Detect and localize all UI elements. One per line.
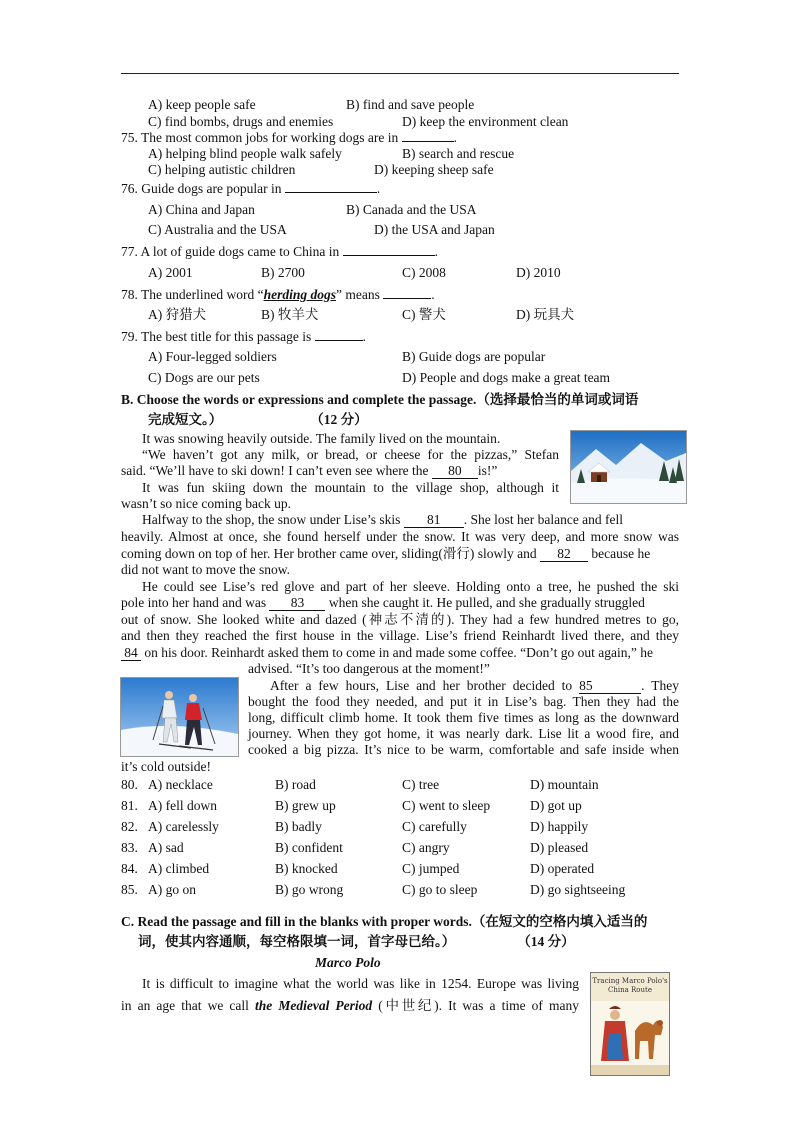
passage-b-p4c: coming down on top of her. Her brother came over, sliding(滑行) slowly and 82 because he (121, 546, 651, 561)
blank-82: 82 (540, 547, 588, 562)
option-85-a: A) go on (148, 882, 196, 897)
q78-option-a: A) 狩猎犬 (148, 307, 207, 322)
q77-option-d: D) 2010 (516, 265, 561, 280)
section-c-points: （14 分） (517, 934, 575, 949)
option-82-a: A) carelessly (148, 819, 219, 834)
option-84-b: B) knocked (275, 861, 338, 876)
passage-b-p5e: 84 on his door. Reinhardt asked them to come in and made some coffee. “Don’t go out again,” he (121, 645, 653, 661)
q79-option-d: D) People and dogs make a great team (402, 370, 611, 385)
option-84-c: C) jumped (402, 861, 460, 876)
passage-b-p3a: It was fun skiing down the mountain to the village shop, although it (142, 480, 559, 495)
passage-b-p3b: wasn’t so nice coming back up. (121, 496, 291, 511)
blank-84: 84 (121, 646, 141, 661)
blank-81: 81 (404, 513, 464, 528)
book-cover-illustration (591, 973, 669, 1075)
option-83-d: D) pleased (530, 840, 589, 855)
q79-blank (315, 340, 363, 341)
passage-b-p4d: did not want to move the snow. (121, 562, 290, 577)
passage-b-p5a: He could see Lise’s red glove and part of her sleeve. Holding onto a tree, he pushed the ski (142, 579, 679, 594)
options-row-82: 82. (121, 819, 138, 834)
book-title-line-1: Tracing Marco Polo's (592, 977, 668, 985)
option-80-a: A) necklace (148, 777, 213, 792)
passage-b-p4b: heavily. Almost at once, she found herself under the snow. It was very deep, and more snow was (121, 529, 679, 544)
section-b-heading: B. Choose the words or expressions and complete the passage.（选择最恰当的单词或词语 (121, 392, 639, 407)
option-83-c: C) angry (402, 840, 450, 855)
snow-cabin-image (570, 430, 687, 504)
option-85-d: D) go sightseeing (530, 882, 626, 897)
options-row-85: 85. (121, 882, 138, 897)
passage-b-p5c: out of snow. She looked white and dazed (神志不清的). They had a few hundred metres to go, (121, 612, 679, 627)
passage-b-p5f: advised. “It’s too dangerous at the moment!” (248, 661, 490, 676)
q78-option-b: B) 牧羊犬 (261, 307, 319, 322)
passage-b-p2a: “We haven’t got any milk, or bread, or cheese for the pizzas,” Stefan (142, 447, 559, 462)
option-81-d: D) got up (530, 798, 582, 813)
q75-option-b: B) search and rescue (402, 146, 515, 161)
passage-b-p5d: and then they reached the first house in the village. Lise’s friend Reinhardt lived there, and they (121, 628, 679, 643)
header-rule (121, 73, 679, 74)
q76-blank (285, 192, 377, 193)
q79-option-c: C) Dogs are our pets (148, 370, 260, 385)
option-81-c: C) went to sleep (402, 798, 491, 813)
passage-b-p4a: Halfway to the shop, the snow under Lise’s skis 81 . She lost her balance and fell (142, 512, 624, 527)
q74-option-c: C) find bombs, drugs and enemies (148, 114, 334, 129)
q74-option-a: A) keep people safe (148, 97, 256, 112)
q76-question: 76. Guide dogs are popular in . (121, 181, 381, 196)
q78-option-d: D) 玩具犬 (516, 307, 575, 322)
q79-option-b: B) Guide dogs are popular (402, 349, 546, 364)
q79-question: 79. The best title for this passage is . (121, 329, 366, 344)
q78-option-c: C) 警犬 (402, 307, 446, 322)
option-81-a: A) fell down (148, 798, 217, 813)
passage-c-p1a: It is difficult to imagine what the world was like in 1254. Europe was living (142, 976, 579, 991)
passage-b-p6e: cooked a big pizza. It’s nice to be warm, comfortable and safe inside when (248, 742, 679, 757)
q77-option-b: B) 2700 (261, 265, 305, 280)
snow-cabin-illustration (571, 431, 686, 503)
blank-80: 80 (432, 464, 478, 479)
q78-blank (383, 298, 431, 299)
q77-question: 77. A lot of guide dogs came to China in . (121, 244, 438, 259)
skiers-illustration (121, 678, 238, 756)
section-c-heading: C. Read the passage and fill in the blanks with proper words.（在短文的空格内填入适当的 (121, 914, 648, 929)
passage-b-p5b: pole into her hand and was 83 when she caught it. He pulled, and she gradually struggled (121, 595, 645, 610)
q75-blank (402, 141, 454, 142)
q75-option-c: C) helping autistic children (148, 162, 296, 177)
passage-c-p1b: in an age that we call the Medieval Period (中世纪). It was a time of many (121, 998, 579, 1013)
skiers-image (120, 677, 239, 757)
blank-85: 85 (579, 679, 641, 694)
q75-option-a: A) helping blind people walk safely (148, 146, 342, 161)
options-row-84: 84. (121, 861, 138, 876)
q76-option-d: D) the USA and Japan (374, 222, 495, 237)
blank-83: 83 (269, 596, 325, 611)
q76-option-a: A) China and Japan (148, 202, 255, 217)
book-title-line-2: China Route (608, 986, 652, 994)
option-82-c: C) carefully (402, 819, 467, 834)
underlined-word: herding dogs (263, 287, 336, 302)
passage-b-p1: It was snowing heavily outside. The family lived on the mountain. (142, 431, 501, 446)
q76-option-c: C) Australia and the USA (148, 222, 287, 237)
q76-option-b: B) Canada and the USA (346, 202, 477, 217)
q75-question: 75. The most common jobs for working dogs are in . (121, 130, 457, 145)
q77-option-a: A) 2001 (148, 265, 193, 280)
q78-question: 78. The underlined word “herding dogs” means . (121, 287, 435, 302)
passage-b-p6b: bought the food they needed, and put it in Lise’s bag. Then they had the (248, 694, 679, 709)
q77-option-c: C) 2008 (402, 265, 446, 280)
passage-c-title: Marco Polo (315, 955, 381, 970)
book-cover-image (590, 972, 670, 1076)
q77-blank (343, 255, 435, 256)
section-b-points: （12 分） (310, 412, 368, 427)
passage-b-p6a: After a few hours, Lise and her brother decided to 85 . They (270, 678, 679, 693)
option-80-c: C) tree (402, 777, 440, 792)
options-row-81: 81. (121, 798, 138, 813)
passage-b-p2b: said. “We’ll have to ski down! I can’t even see where the 80 is!” (121, 463, 498, 478)
passage-b-p6c: long, difficult climb home. It took them five times as long as the downward (248, 710, 679, 725)
option-82-b: B) badly (275, 819, 322, 834)
passage-b-p6d: journey. When they got home, it was nearly dark. Lise lit a wood fire, and (248, 726, 679, 741)
q74-option-d: D) keep the environment clean (402, 114, 569, 129)
options-row-80: 80. (121, 777, 138, 792)
option-80-b: B) road (275, 777, 316, 792)
passage-b-p6f: it’s cold outside! (121, 759, 211, 774)
q75-option-d: D) keeping sheep safe (374, 162, 494, 177)
options-row-83: 83. (121, 840, 138, 855)
option-83-a: A) sad (148, 840, 184, 855)
option-84-d: D) operated (530, 861, 595, 876)
section-c-heading-2: 词，使其内容通顺，每空格限填一词，首字母已给。） （14 分） (138, 934, 575, 949)
option-85-b: B) go wrong (275, 882, 344, 897)
option-81-b: B) grew up (275, 798, 336, 813)
section-b-heading-2: 完成短文。） （12 分） (148, 412, 368, 427)
option-82-d: D) happily (530, 819, 589, 834)
option-80-d: D) mountain (530, 777, 599, 792)
option-83-b: B) confident (275, 840, 343, 855)
q74-option-b: B) find and save people (346, 97, 475, 112)
q79-option-a: A) Four-legged soldiers (148, 349, 277, 364)
option-84-a: A) climbed (148, 861, 210, 876)
option-85-c: C) go to sleep (402, 882, 478, 897)
